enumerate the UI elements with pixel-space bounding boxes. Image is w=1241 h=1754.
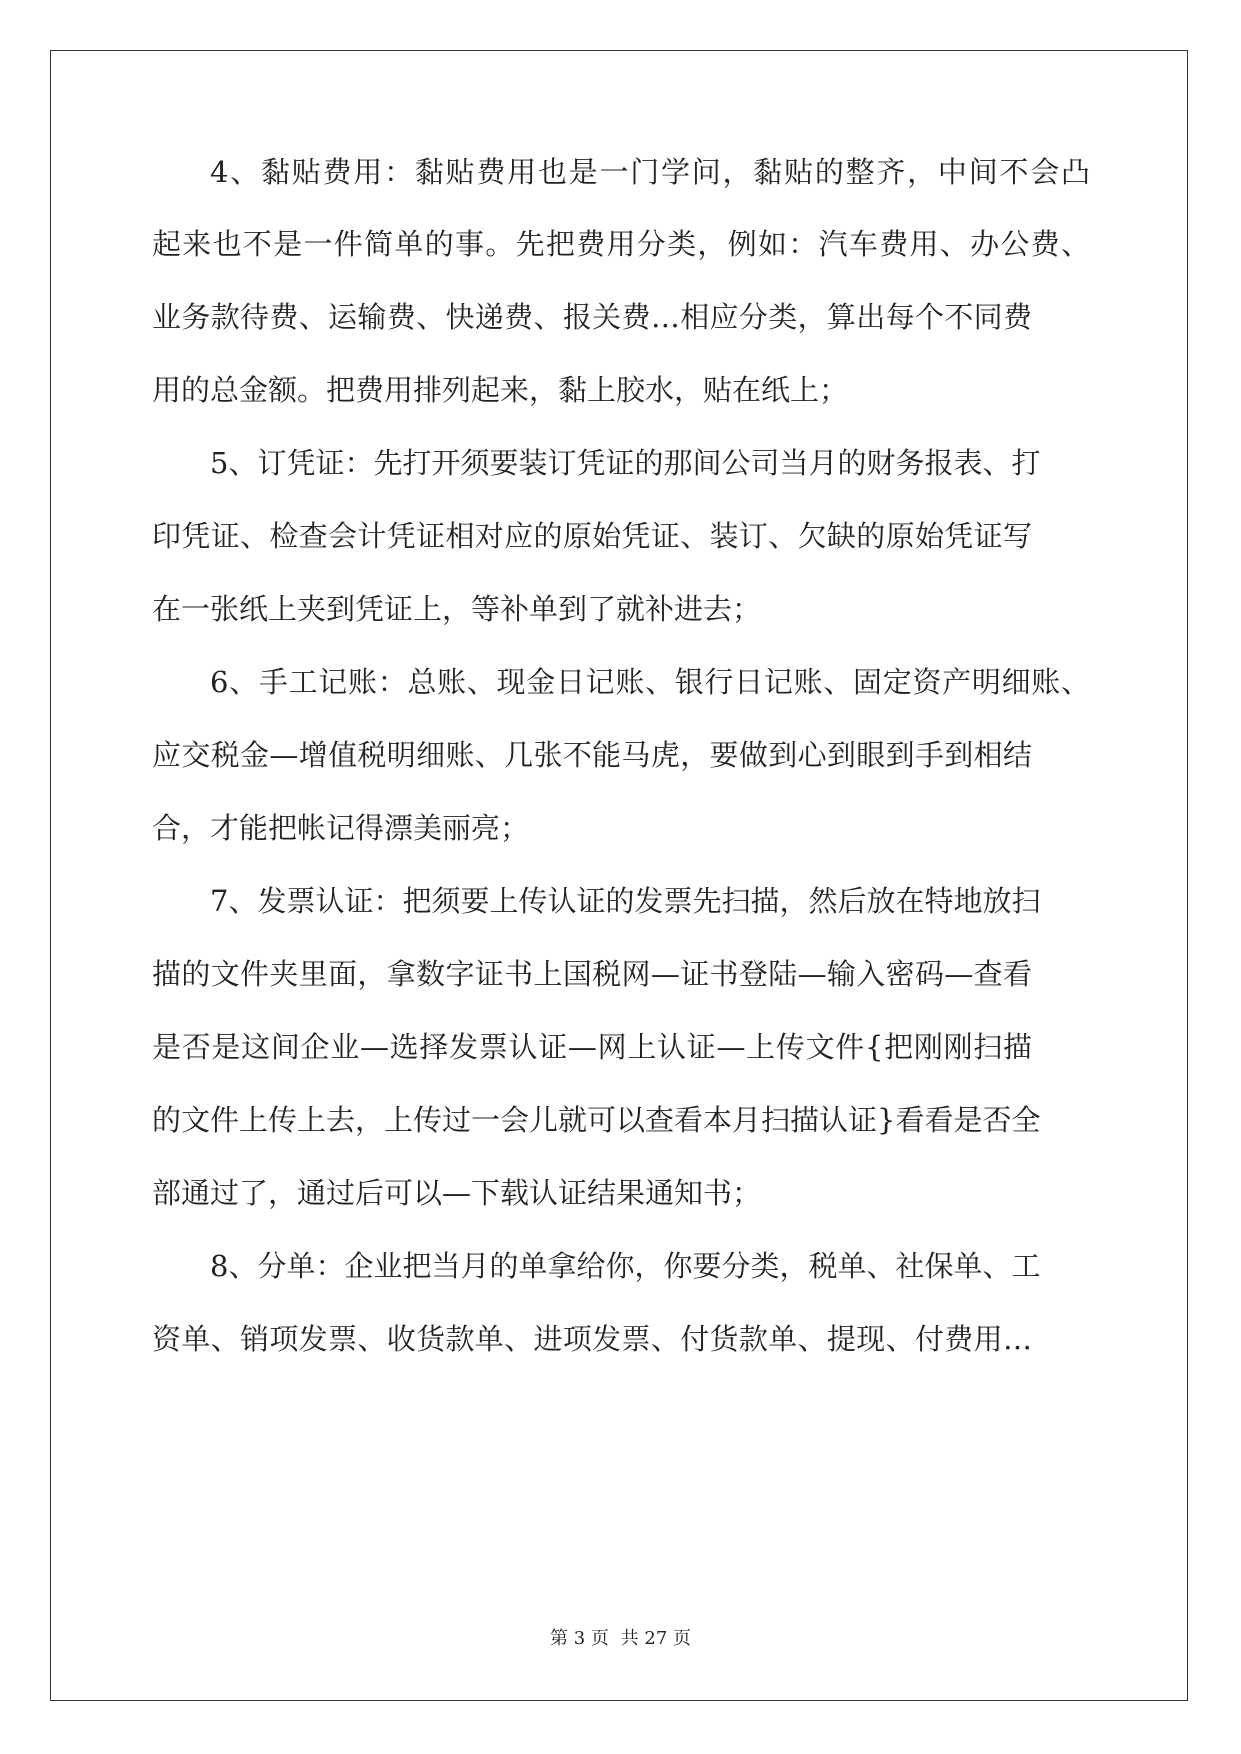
page-footer <box>0 1624 1241 1650</box>
paragraph-5-line-3: 在一张纸上夹到凭证上，等补单到了就补进去； <box>152 592 762 626</box>
paragraph-6-line-1: 6、手工记账：总账、现金日记账、银行日记账、固定资产明细账、 <box>210 665 1090 699</box>
current-page-number: 第 3 页 <box>550 1628 609 1649</box>
paragraph-5-line-1: 5、订凭证：先打开须要装订凭证的那间公司当月的财务报表、打 <box>210 446 1041 480</box>
paragraph-8-line-1: 8、分单：企业把当月的单拿给你，你要分类，税单、社保单、工 <box>210 1249 1041 1283</box>
paragraph-7-line-1: 7、发票认证：把须要上传认证的发票先扫描，然后放在特地放扫 <box>210 884 1041 918</box>
paragraph-4-line-4: 用的总金额。把费用排列起来，黏上胶水，贴在纸上； <box>152 373 849 407</box>
paragraph-4-line-1: 4、黏贴费用：黏贴费用也是一门学问，黏贴的整齐，中间不会凸 <box>210 155 1090 189</box>
paragraph-4-line-3: 业务款待费、运输费、快递费、报关费…相应分类，算出每个不同费 <box>152 300 1032 334</box>
paragraph-7-line-5: 部通过了，通过后可以—下载认证结果通知书； <box>152 1176 762 1210</box>
paragraph-6-line-2: 应交税金—增值税明细账、几张不能马虎，要做到心到眼到手到相结 <box>152 738 1032 772</box>
paragraph-4-line-2: 起来也不是一件简单的事。先把费用分类，例如：汽车费用、办公费、 <box>152 227 1090 261</box>
paragraph-5-line-2: 印凭证、检查会计凭证相对应的原始凭证、装订、欠缺的原始凭证写 <box>152 519 1032 553</box>
paragraph-7-line-3: 是否是这间企业—选择发票认证—网上认证—上传文件{把刚刚扫描 <box>152 1030 1032 1064</box>
paragraph-7-line-4: 的文件上传上去，上传过一会儿就可以查看本月扫描认证}看看是否全 <box>152 1103 1041 1137</box>
paragraph-6-line-3: 合，才能把帐记得漂美丽亮； <box>152 811 530 845</box>
paragraph-8-line-2: 资单、销项发票、收货款单、进项发票、付货款单、提现、付费用… <box>152 1322 1032 1356</box>
paragraph-7-line-2: 描的文件夹里面，拿数字证书上国税网—证书登陆—输入密码—查看 <box>152 957 1032 991</box>
total-pages: 共 27 页 <box>620 1628 691 1649</box>
